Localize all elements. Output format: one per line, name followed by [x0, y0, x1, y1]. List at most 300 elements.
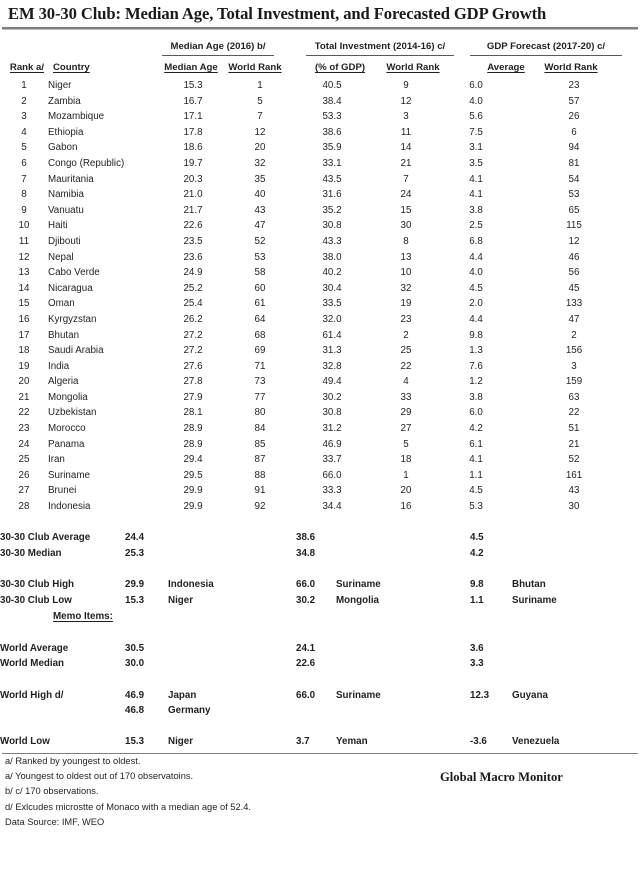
cell-gdp-average: 4.0: [469, 267, 483, 279]
cell-investment-rank: 27: [400, 423, 412, 435]
cell-country: Niger: [48, 80, 72, 91]
summary-investment-country: [336, 656, 470, 672]
table-row: [0, 109, 640, 125]
cell-country: Nepal: [48, 251, 74, 263]
cell-investment-rank: 8: [403, 235, 409, 247]
cell-gdp-average: 4.5: [469, 485, 483, 497]
cell-country: Vanuatu: [48, 204, 84, 216]
cell-rank: 21: [18, 391, 30, 403]
cell-investment: 35.9: [322, 142, 342, 154]
cell-investment-rank: 9: [403, 80, 409, 91]
footnote: b/ c/ 170 observations.: [5, 786, 99, 797]
cell-investment: 30.2: [322, 391, 342, 403]
summary-investment-country: [336, 703, 470, 719]
cell-median-age: 15.3: [183, 80, 203, 91]
summary-row: [0, 688, 640, 704]
column-header-investment-rank: [382, 62, 444, 74]
cell-rank: 8: [21, 189, 27, 201]
cell-gdp-average: 3.8: [469, 391, 483, 403]
cell-investment-rank: 33: [400, 391, 412, 403]
summary-gdp-average: 3.6: [470, 642, 484, 654]
brand-label: Global Macro Monitor: [440, 769, 563, 784]
summary-gdp-average: 4.2: [470, 547, 484, 559]
cell-investment: 32.8: [322, 360, 342, 372]
cell-investment-rank: 3: [403, 111, 409, 123]
cell-gdp-rank: 2: [571, 329, 577, 341]
cell-investment-rank: 14: [400, 142, 412, 154]
cell-rank: 5: [21, 142, 27, 154]
cell-country: Panama: [48, 438, 85, 450]
cell-country: Namibia: [48, 189, 84, 201]
cell-investment-rank: 21: [400, 157, 412, 169]
cell-median-age: 28.1: [183, 407, 203, 419]
summary-row: [0, 734, 640, 750]
cell-median-age-rank: 88: [254, 469, 266, 481]
cell-median-age: 29.9: [183, 485, 203, 497]
summary-gdp-country: Venezuela: [512, 736, 560, 748]
footnote: d/ Exlcudes microstte of Monaco with a median age of 52.4.: [5, 801, 251, 812]
summary-label: World Low: [0, 736, 50, 748]
cell-rank: 18: [18, 345, 30, 357]
cell-investment-rank: 29: [400, 407, 412, 419]
footnotes: [0, 754, 640, 830]
cell-investment: 66.0: [322, 469, 342, 481]
summary-investment: 66.0: [296, 579, 316, 590]
cell-median-age-rank: 7: [257, 111, 263, 123]
cell-investment: 40.5: [322, 80, 342, 91]
summary-label: 30-30 Club High: [0, 579, 75, 590]
table-row: [0, 281, 640, 297]
table-row: [0, 359, 640, 375]
cell-country: Cabo Verde: [48, 267, 100, 279]
cell-investment: 61.4: [322, 329, 342, 341]
cell-median-age-rank: 87: [254, 454, 266, 466]
summary-gdp-country: [512, 641, 640, 657]
cell-country: Saudi Arabia: [48, 345, 104, 357]
table-row: [0, 187, 640, 203]
cell-investment-rank: 5: [403, 438, 409, 450]
cell-median-age: 16.7: [183, 95, 203, 107]
cell-median-age-rank: 12: [254, 126, 266, 138]
summary-median-age: 15.3: [125, 594, 145, 606]
summary-median-age: 46.9: [125, 689, 145, 701]
spacer-row: [0, 625, 640, 641]
table-row: [0, 499, 640, 515]
cell-gdp-rank: 51: [568, 423, 580, 435]
cell-investment: 33.3: [322, 485, 342, 497]
cell-country: Bhutan: [48, 329, 80, 341]
cell-rank: 1: [21, 80, 27, 91]
cell-gdp-average: 4.4: [469, 251, 483, 263]
summary-median-age-country: [168, 656, 296, 672]
column-header-gdp-average: [478, 62, 534, 74]
country-data-body: [0, 78, 640, 515]
cell-gdp-average: 4.5: [469, 282, 483, 294]
cell-median-age-rank: 91: [254, 485, 266, 497]
cell-investment-rank: 1: [403, 469, 409, 481]
cell-country: Uzbekistan: [48, 407, 97, 419]
cell-investment: 53.3: [322, 111, 342, 123]
table-row: [0, 343, 640, 359]
cell-gdp-average: 6.0: [469, 80, 483, 91]
cell-gdp-average: 1.1: [469, 469, 483, 481]
cell-investment: 30.4: [322, 282, 342, 294]
cell-gdp-rank: 6: [571, 126, 577, 138]
cell-gdp-average: 4.0: [469, 95, 483, 107]
cell-median-age-rank: 61: [254, 298, 266, 310]
table-row: [0, 203, 640, 219]
summary-investment-country: Yeman: [336, 736, 368, 748]
cell-rank: 14: [18, 282, 30, 294]
cell-median-age: 20.3: [183, 173, 203, 185]
summary-investment-country: [336, 530, 470, 546]
summary-median-age: 25.3: [125, 547, 145, 559]
summary-gdp-country: Suriname: [512, 594, 557, 606]
table-row: [0, 94, 640, 110]
cell-investment: 43.5: [322, 173, 342, 185]
cell-gdp-rank: 26: [568, 111, 580, 123]
cell-rank: 10: [18, 220, 30, 232]
cell-investment-rank: 18: [400, 454, 412, 466]
summary-investment: 34.8: [296, 547, 316, 559]
cell-gdp-rank: 133: [565, 298, 583, 310]
summary-median-age-country: Niger: [168, 594, 194, 606]
world-summary-table: [0, 625, 640, 750]
summary-investment-country: Suriname: [336, 689, 381, 701]
summary-median-age: 30.0: [125, 658, 145, 670]
spacer-cell: [0, 625, 640, 641]
cell-gdp-average: 6.1: [469, 438, 483, 450]
cell-gdp-rank: 159: [565, 376, 583, 388]
summary-row: [0, 656, 640, 672]
cell-country: Iran: [48, 454, 65, 466]
cell-median-age: 27.2: [183, 329, 203, 341]
cell-median-age-rank: 52: [254, 235, 266, 247]
cell-median-age-rank: 58: [254, 267, 266, 279]
table-row: [0, 483, 640, 499]
summary-median-age-country: Indonesia: [168, 579, 214, 590]
cell-country: India: [48, 360, 70, 372]
group-header-median-age: Median Age (2016) b/: [162, 40, 274, 56]
cell-gdp-rank: 46: [568, 251, 580, 263]
cell-median-age: 21.0: [183, 189, 203, 201]
cell-investment-rank: 4: [403, 376, 409, 388]
cell-gdp-rank: 161: [565, 469, 583, 481]
cell-median-age: 21.7: [183, 204, 203, 216]
cell-median-age-rank: 47: [254, 220, 266, 232]
summary-gdp-country: Bhutan: [512, 579, 546, 590]
cell-rank: 7: [21, 173, 27, 185]
cell-median-age: 17.8: [183, 126, 203, 138]
cell-gdp-average: 6.8: [469, 235, 483, 247]
column-header-gdp-rank-label: World Rank: [544, 62, 598, 73]
cell-gdp-average: 2.0: [469, 298, 483, 310]
footer: [0, 750, 640, 830]
summary-median-age: 46.8: [125, 705, 145, 717]
cell-country: Indonesia: [48, 501, 91, 513]
cell-median-age-rank: 69: [254, 345, 266, 357]
cell-median-age-rank: 60: [254, 282, 266, 294]
cell-rank: 26: [18, 469, 30, 481]
spacer-row: [0, 719, 640, 735]
cell-investment: 33.1: [322, 157, 342, 169]
table-row: [0, 468, 640, 484]
summary-median-age-country: Germany: [168, 705, 211, 717]
cell-median-age-rank: 64: [254, 313, 266, 325]
summary-gdp-country: [512, 530, 640, 546]
cell-gdp-average: 7.5: [469, 126, 483, 138]
cell-country: Mongolia: [48, 391, 88, 403]
cell-rank: 17: [18, 329, 30, 341]
summary-median-age-country: [168, 530, 296, 546]
cell-investment: 31.2: [322, 423, 342, 435]
column-header-gdp-average-label: Average: [487, 62, 525, 73]
cell-rank: 9: [21, 204, 27, 216]
cell-median-age: 29.4: [183, 454, 203, 466]
cell-median-age-rank: 5: [257, 95, 263, 107]
cell-investment-rank: 24: [400, 189, 412, 201]
cell-gdp-rank: 47: [568, 313, 580, 325]
cell-investment: 33.7: [322, 454, 342, 466]
world-summary-body: [0, 625, 640, 750]
summary-gdp-average: 9.8: [470, 579, 484, 590]
cell-gdp-rank: 23: [568, 80, 580, 91]
spacer-cell: [0, 515, 640, 531]
table-row: [0, 452, 640, 468]
cell-investment: 38.4: [322, 95, 342, 107]
cell-gdp-rank: 94: [568, 142, 580, 154]
cell-gdp-rank: 22: [568, 407, 580, 419]
spacer-row: [0, 561, 640, 577]
cell-gdp-average: 9.8: [469, 329, 483, 341]
summary-label: World Average: [0, 642, 69, 654]
column-header-rank-label: Rank a/: [9, 62, 45, 73]
summary-gdp-average: 1.1: [470, 594, 484, 606]
summary-investment-country: Mongolia: [336, 594, 379, 606]
summary-row: [0, 641, 640, 657]
summary-investment: 22.6: [296, 658, 316, 670]
cell-median-age: 24.9: [183, 267, 203, 279]
country-data-table: [0, 78, 640, 515]
cell-median-age: 25.4: [183, 298, 203, 310]
cell-gdp-rank: 43: [568, 485, 580, 497]
summary-investment-country: Suriname: [336, 579, 381, 590]
cell-gdp-rank: 12: [568, 235, 580, 247]
cell-gdp-rank: 81: [568, 157, 580, 169]
cell-country: Oman: [48, 298, 75, 310]
cell-investment-rank: 10: [400, 267, 412, 279]
table-row: [0, 156, 640, 172]
cell-investment-rank: 22: [400, 360, 412, 372]
summary-row: [0, 577, 640, 593]
cell-investment: 43.3: [322, 235, 342, 247]
cell-investment-rank: 7: [403, 173, 409, 185]
cell-rank: 11: [18, 235, 30, 247]
cell-median-age: 27.9: [183, 391, 203, 403]
cell-median-age: 17.1: [183, 111, 203, 123]
cell-rank: 12: [18, 251, 30, 263]
cell-investment-rank: 20: [400, 485, 412, 497]
cell-median-age: 23.5: [183, 235, 203, 247]
column-header-median-age-label: Median Age: [164, 62, 218, 73]
cell-rank: 24: [18, 438, 30, 450]
cell-country: Brunei: [48, 485, 77, 497]
cell-country: Morocco: [48, 423, 86, 435]
cell-median-age-rank: 84: [254, 423, 266, 435]
cell-gdp-average: 4.1: [469, 454, 483, 466]
summary-median-age-country: Niger: [168, 736, 194, 748]
cell-investment: 34.4: [322, 501, 342, 513]
cell-rank: 6: [21, 157, 27, 169]
cell-rank: 28: [18, 501, 30, 513]
cell-country: Djibouti: [48, 235, 81, 247]
cell-rank: 13: [18, 267, 30, 279]
column-header-investment: [306, 62, 374, 74]
summary-gdp-average: 3.3: [470, 658, 484, 670]
cell-investment-rank: 11: [400, 126, 412, 138]
cell-rank: 25: [18, 454, 30, 466]
column-header-gdp-rank: [540, 62, 602, 74]
column-header-investment-label: (% of GDP): [314, 62, 366, 73]
summary-investment: 66.0: [296, 689, 316, 701]
summary-body: [0, 515, 640, 609]
spacer-cell: [0, 719, 640, 735]
cell-gdp-rank: 57: [568, 95, 580, 107]
summary-label: World High d/: [0, 689, 64, 701]
summary-gdp-average: 4.5: [470, 532, 484, 544]
table-row: [0, 421, 640, 437]
column-header-median-age-rank-label: World Rank: [228, 62, 282, 73]
cell-median-age-rank: 43: [254, 204, 266, 216]
cell-country: Haiti: [48, 220, 68, 232]
memo-items-header: [0, 608, 640, 625]
cell-rank: 16: [18, 313, 30, 325]
summary-median-age-country: [168, 641, 296, 657]
cell-gdp-average: 3.5: [469, 157, 483, 169]
summary-gdp-average: -3.6: [470, 736, 487, 748]
table-row: [0, 172, 640, 188]
cell-country: Gabon: [48, 142, 78, 154]
summary-investment: 3.7: [296, 736, 310, 748]
table-row: [0, 250, 640, 266]
cell-gdp-average: 2.5: [469, 220, 483, 232]
group-header-gdp-forecast: GDP Forecast (2017-20) c/: [470, 40, 622, 56]
cell-investment-rank: 12: [400, 95, 412, 107]
cell-median-age: 23.6: [183, 251, 203, 263]
cell-investment-rank: 25: [400, 345, 412, 357]
cell-gdp-average: 4.1: [469, 189, 483, 201]
spacer-row: [0, 515, 640, 531]
summary-gdp-country: [512, 546, 640, 562]
cell-median-age-rank: 20: [254, 142, 266, 154]
summary-label: [0, 703, 125, 719]
cell-gdp-rank: 63: [568, 391, 580, 403]
cell-median-age-rank: 40: [254, 189, 266, 201]
summary-row: [0, 546, 640, 562]
table-row: [0, 374, 640, 390]
cell-gdp-rank: 115: [566, 220, 582, 232]
cell-median-age-rank: 85: [254, 438, 266, 450]
cell-rank: 2: [21, 95, 27, 107]
cell-rank: 4: [21, 126, 27, 138]
summary-gdp-average: 12.3: [470, 689, 490, 701]
cell-country: Zambia: [48, 95, 81, 107]
cell-gdp-rank: 52: [568, 454, 580, 466]
memo-items-label: Memo Items:: [53, 611, 113, 623]
footnote: a/ Ranked by youngest to oldest.: [5, 755, 141, 766]
cell-gdp-average: 4.2: [469, 423, 483, 435]
cell-gdp-average: 3.1: [469, 142, 483, 154]
cell-investment: 31.3: [322, 345, 342, 357]
cell-median-age: 27.2: [183, 345, 203, 357]
table-row: [0, 405, 640, 421]
summary-median-age: 15.3: [125, 736, 145, 748]
cell-country: Congo (Republic): [48, 157, 125, 169]
cell-gdp-rank: 53: [568, 189, 580, 201]
cell-gdp-rank: 54: [568, 173, 580, 185]
column-header-investment-rank-label: World Rank: [386, 62, 440, 73]
cell-investment-rank: 23: [400, 313, 412, 325]
table-row: [0, 265, 640, 281]
cell-median-age: 19.7: [183, 157, 203, 169]
cell-gdp-rank: 21: [568, 438, 580, 450]
summary-row: [0, 593, 640, 609]
table-row: [0, 390, 640, 406]
cell-investment: 33.5: [322, 298, 342, 310]
spacer-cell: [0, 561, 640, 577]
cell-rank: 27: [18, 485, 30, 497]
cell-median-age-rank: 53: [254, 251, 266, 263]
cell-country: Nicaragua: [48, 282, 93, 294]
cell-median-age: 27.6: [183, 360, 203, 372]
summary-median-age: 29.9: [125, 579, 145, 590]
summary-median-age-country: Japan: [168, 689, 197, 701]
cell-gdp-average: 5.3: [469, 501, 483, 513]
summary-gdp-country: [512, 703, 640, 719]
cell-investment-rank: 2: [403, 329, 409, 341]
summary-label: 30-30 Median: [0, 547, 62, 559]
footnote: a/ Youngest to oldest out of 170 observatoins.: [5, 771, 194, 782]
cell-investment: 38.6: [322, 126, 342, 138]
cell-investment: 49.4: [322, 376, 342, 388]
cell-median-age-rank: 77: [254, 391, 266, 403]
cell-country: Mauritania: [48, 173, 94, 185]
cell-median-age: 25.2: [183, 282, 203, 294]
cell-median-age-rank: 92: [254, 501, 266, 513]
cell-median-age: 27.8: [183, 376, 203, 388]
cell-gdp-rank: 45: [568, 282, 580, 294]
cell-median-age-rank: 73: [254, 376, 266, 388]
cell-median-age: 29.9: [183, 501, 203, 513]
cell-rank: 19: [18, 360, 30, 372]
column-header-country-label: Country: [53, 62, 90, 73]
cell-investment: 35.2: [322, 204, 342, 216]
table-row: [0, 78, 640, 94]
cell-country: Suriname: [48, 469, 90, 481]
cell-median-age-rank: 35: [254, 173, 266, 185]
cell-gdp-average: 4.4: [469, 313, 483, 325]
cell-gdp-average: 3.8: [469, 204, 483, 216]
summary-investment: 24.1: [296, 642, 316, 654]
summary-investment: 38.6: [296, 532, 316, 544]
summary-gdp-country: Guyana: [512, 689, 548, 701]
cell-median-age-rank: 68: [254, 329, 266, 341]
cell-country: Mozambique: [48, 111, 105, 123]
cell-gdp-rank: 56: [568, 267, 580, 279]
summary-investment: [296, 703, 336, 719]
cell-country: Ethiopia: [48, 126, 84, 138]
spacer-cell: [0, 672, 640, 688]
